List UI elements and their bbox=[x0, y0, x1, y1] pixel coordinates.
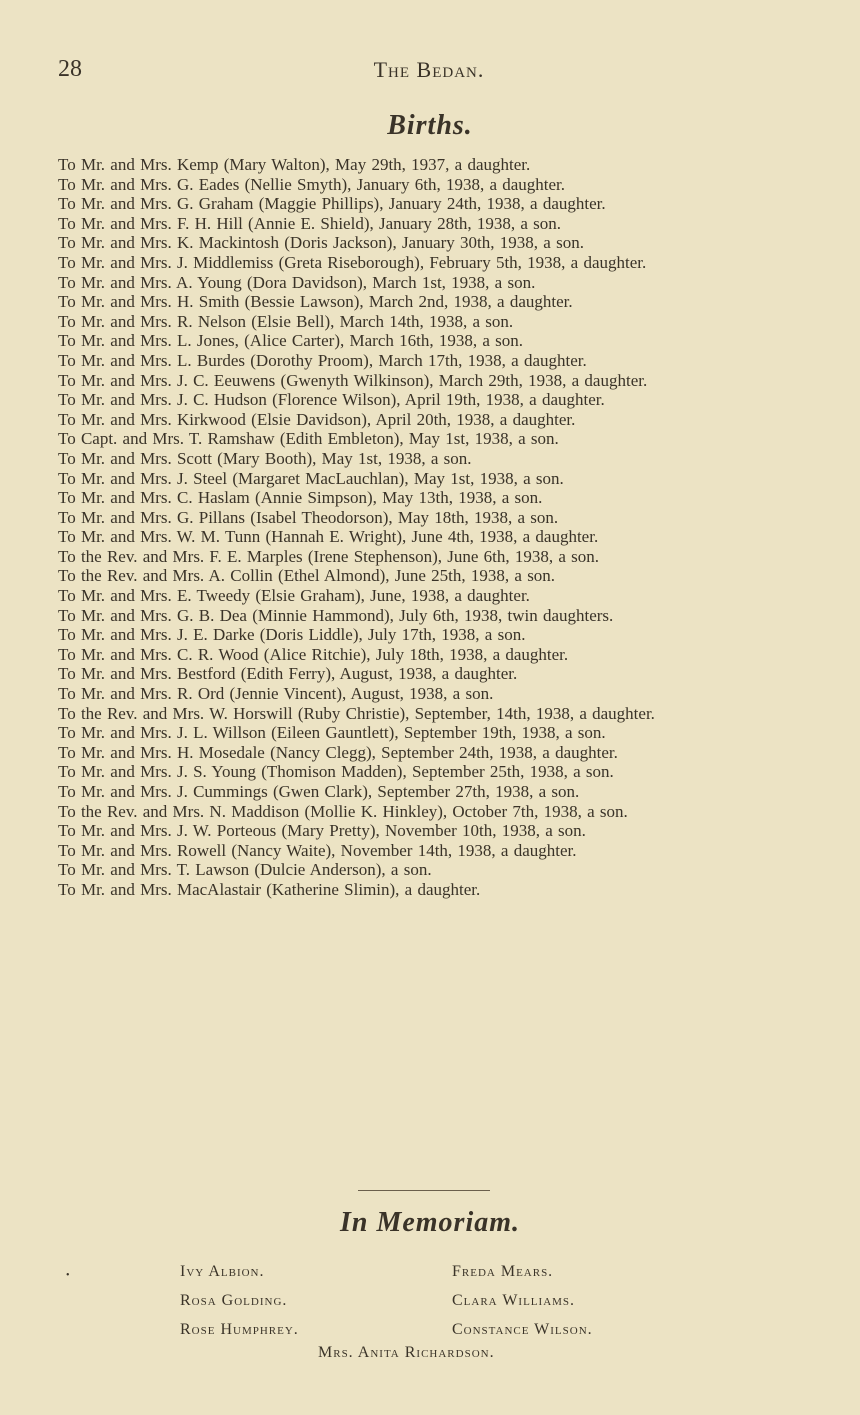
page-number: 28 bbox=[58, 56, 82, 82]
birth-entry: To Mr. and Mrs. J. Steel (Margaret MacLauchlan), May 1st, 1938, a son. bbox=[58, 468, 564, 488]
birth-entry: To Mr. and Mrs. C. R. Wood (Alice Ritchie), July 18th, 1938, a daughter. bbox=[58, 644, 569, 664]
memoriam-name: Freda Mears. bbox=[452, 1263, 554, 1280]
birth-entry: To the Rev. and Mrs. A. Collin (Ethel Almond), June 25th, 1938, a son. bbox=[58, 566, 556, 586]
birth-entry: To Mr. and Mrs. J. Cummings (Gwen Clark), September 27th, 1938, a son. bbox=[58, 782, 580, 801]
birth-entry: To Mr. and Mrs. J. Middlemiss (Greta Riseborough), February 5th, 1938, a daughter. bbox=[58, 252, 647, 272]
birth-entry: To Capt. and Mrs. T. Ramshaw (Edith Embleton), May 1st, 1938, a son. bbox=[58, 429, 559, 449]
birth-entry: To Mr. and Mrs. G. Pillans (Isabel Theodorson), May 18th, 1938, a son. bbox=[58, 507, 559, 527]
birth-entry: To Mr. and Mrs. L. Jones, (Alice Carter), March 16th, 1938, a son. bbox=[58, 331, 523, 351]
memoriam-name: Constance Wilson. bbox=[452, 1321, 593, 1338]
memoriam-name: Ivy Albion. bbox=[180, 1263, 265, 1280]
birth-entry: To the Rev. and Mrs. N. Maddison (Mollie K. Hinkley), October 7th, 1938, a son. bbox=[58, 801, 628, 821]
birth-entry: To Mr. and Mrs. F. H. Hill (Annie E. Shield), January 28th, 1938, a son. bbox=[58, 213, 561, 233]
in-memoriam-heading: In Memoriam. bbox=[339, 1207, 521, 1238]
birth-entry: To Mr. and Mrs. MacAlastair (Katherine Slimin), a daughter. bbox=[58, 879, 481, 899]
birth-entry: To Mr. and Mrs. G. Graham (Maggie Phillips), January 24th, 1938, a daughter. bbox=[58, 194, 606, 214]
birth-entry: To Mr. and Mrs. J. E. Darke (Doris Liddle), July 17th, 1938, a son. bbox=[58, 625, 526, 645]
birth-entry: To the Rev. and Mrs. F. E. Marples (Irene Stephenson), June 6th, 1938, a son. bbox=[58, 546, 600, 566]
memoriam-name: Mrs. Anita Richardson. bbox=[318, 1344, 495, 1361]
birth-entry: To Mr. and Mrs. Kirkwood (Elsie Davidson), April 20th, 1938, a daughter. bbox=[58, 409, 576, 429]
birth-entry: To Mr. and Mrs. Scott (Mary Booth), May 1st, 1938, a son. bbox=[58, 448, 472, 468]
birth-entry: To Mr. and Mrs. J. C. Eeuwens (Gwenyth Wilkinson), March 29th, 1938, a daughter. bbox=[58, 370, 648, 390]
birth-entry: To Mr. and Mrs. J. S. Young (Thomison Madden), September 25th, 1938, a son. bbox=[58, 762, 614, 782]
memoriam-name: Clara Williams. bbox=[452, 1292, 576, 1309]
birth-entry: To Mr. and Mrs. T. Lawson (Dulcie Anderson), a son. bbox=[58, 860, 432, 880]
births-heading: Births. bbox=[387, 110, 473, 141]
birth-entry: To Mr. and Mrs. J. W. Porteous (Mary Pretty), November 10th, 1938, a son. bbox=[58, 821, 586, 841]
birth-entry: To Mr. and Mrs. Rowell (Nancy Waite), November 14th, 1938, a daughter. bbox=[58, 840, 577, 860]
birth-entry: To Mr. and Mrs. Kemp (Mary Walton), May 29th, 1937, a daughter. bbox=[58, 155, 531, 174]
birth-entry: To Mr. and Mrs. G. B. Dea (Minnie Hammond), July 6th, 1938, twin daughters. bbox=[58, 605, 614, 625]
memoriam-name: Rose Humphrey. bbox=[180, 1321, 299, 1338]
birth-entry: To Mr. and Mrs. J. C. Hudson (Florence Wilson), April 19th, 1938, a daughter. bbox=[58, 390, 605, 410]
running-head: The Bedan. bbox=[373, 57, 485, 82]
margin-dot: • bbox=[66, 1270, 70, 1281]
birth-entry: To Mr. and Mrs. H. Mosedale (Nancy Clegg), September 24th, 1938, a daughter. bbox=[58, 742, 618, 762]
birth-entry: To Mr. and Mrs. R. Ord (Jennie Vincent), August, 1938, a son. bbox=[58, 684, 494, 704]
birth-entry: To Mr. and Mrs. E. Tweedy (Elsie Graham), June, 1938, a daughter. bbox=[58, 586, 530, 606]
birth-entry: To Mr. and Mrs. L. Burdes (Dorothy Proom), March 17th, 1938, a daughter. bbox=[58, 350, 587, 370]
birth-entry: To Mr. and Mrs. G. Eades (Nellie Smyth), January 6th, 1938, a daughter. bbox=[58, 174, 566, 194]
birth-entry: To Mr. and Mrs. R. Nelson (Elsie Bell), March 14th, 1938, a son. bbox=[58, 311, 514, 331]
birth-entry: To Mr. and Mrs. A. Young (Dora Davidson), March 1st, 1938, a son. bbox=[58, 272, 536, 292]
memoriam-name: Rosa Golding. bbox=[180, 1292, 288, 1309]
section-divider bbox=[358, 1190, 490, 1191]
birth-entry: To Mr. and Mrs. Bestford (Edith Ferry), August, 1938, a daughter. bbox=[58, 664, 518, 684]
birth-entry: To Mr. and Mrs. J. L. Willson (Eileen Gauntlett), September 19th, 1938, a son. bbox=[58, 723, 606, 743]
birth-entry: To Mr. and Mrs. H. Smith (Bessie Lawson), March 2nd, 1938, a daughter. bbox=[58, 292, 573, 312]
page-header bbox=[58, 56, 800, 86]
birth-entry: To Mr. and Mrs. C. Haslam (Annie Simpson), May 13th, 1938, a son. bbox=[58, 488, 543, 508]
birth-entry: To Mr. and Mrs. W. M. Tunn (Hannah E. Wright), June 4th, 1938, a daughter. bbox=[58, 527, 599, 547]
births-list bbox=[58, 155, 800, 900]
birth-entry: To the Rev. and Mrs. W. Horswill (Ruby Christie), September, 14th, 1938, a daughter. bbox=[58, 703, 655, 723]
birth-entry: To Mr. and Mrs. K. Mackintosh (Doris Jackson), January 30th, 1938, a son. bbox=[58, 233, 584, 253]
